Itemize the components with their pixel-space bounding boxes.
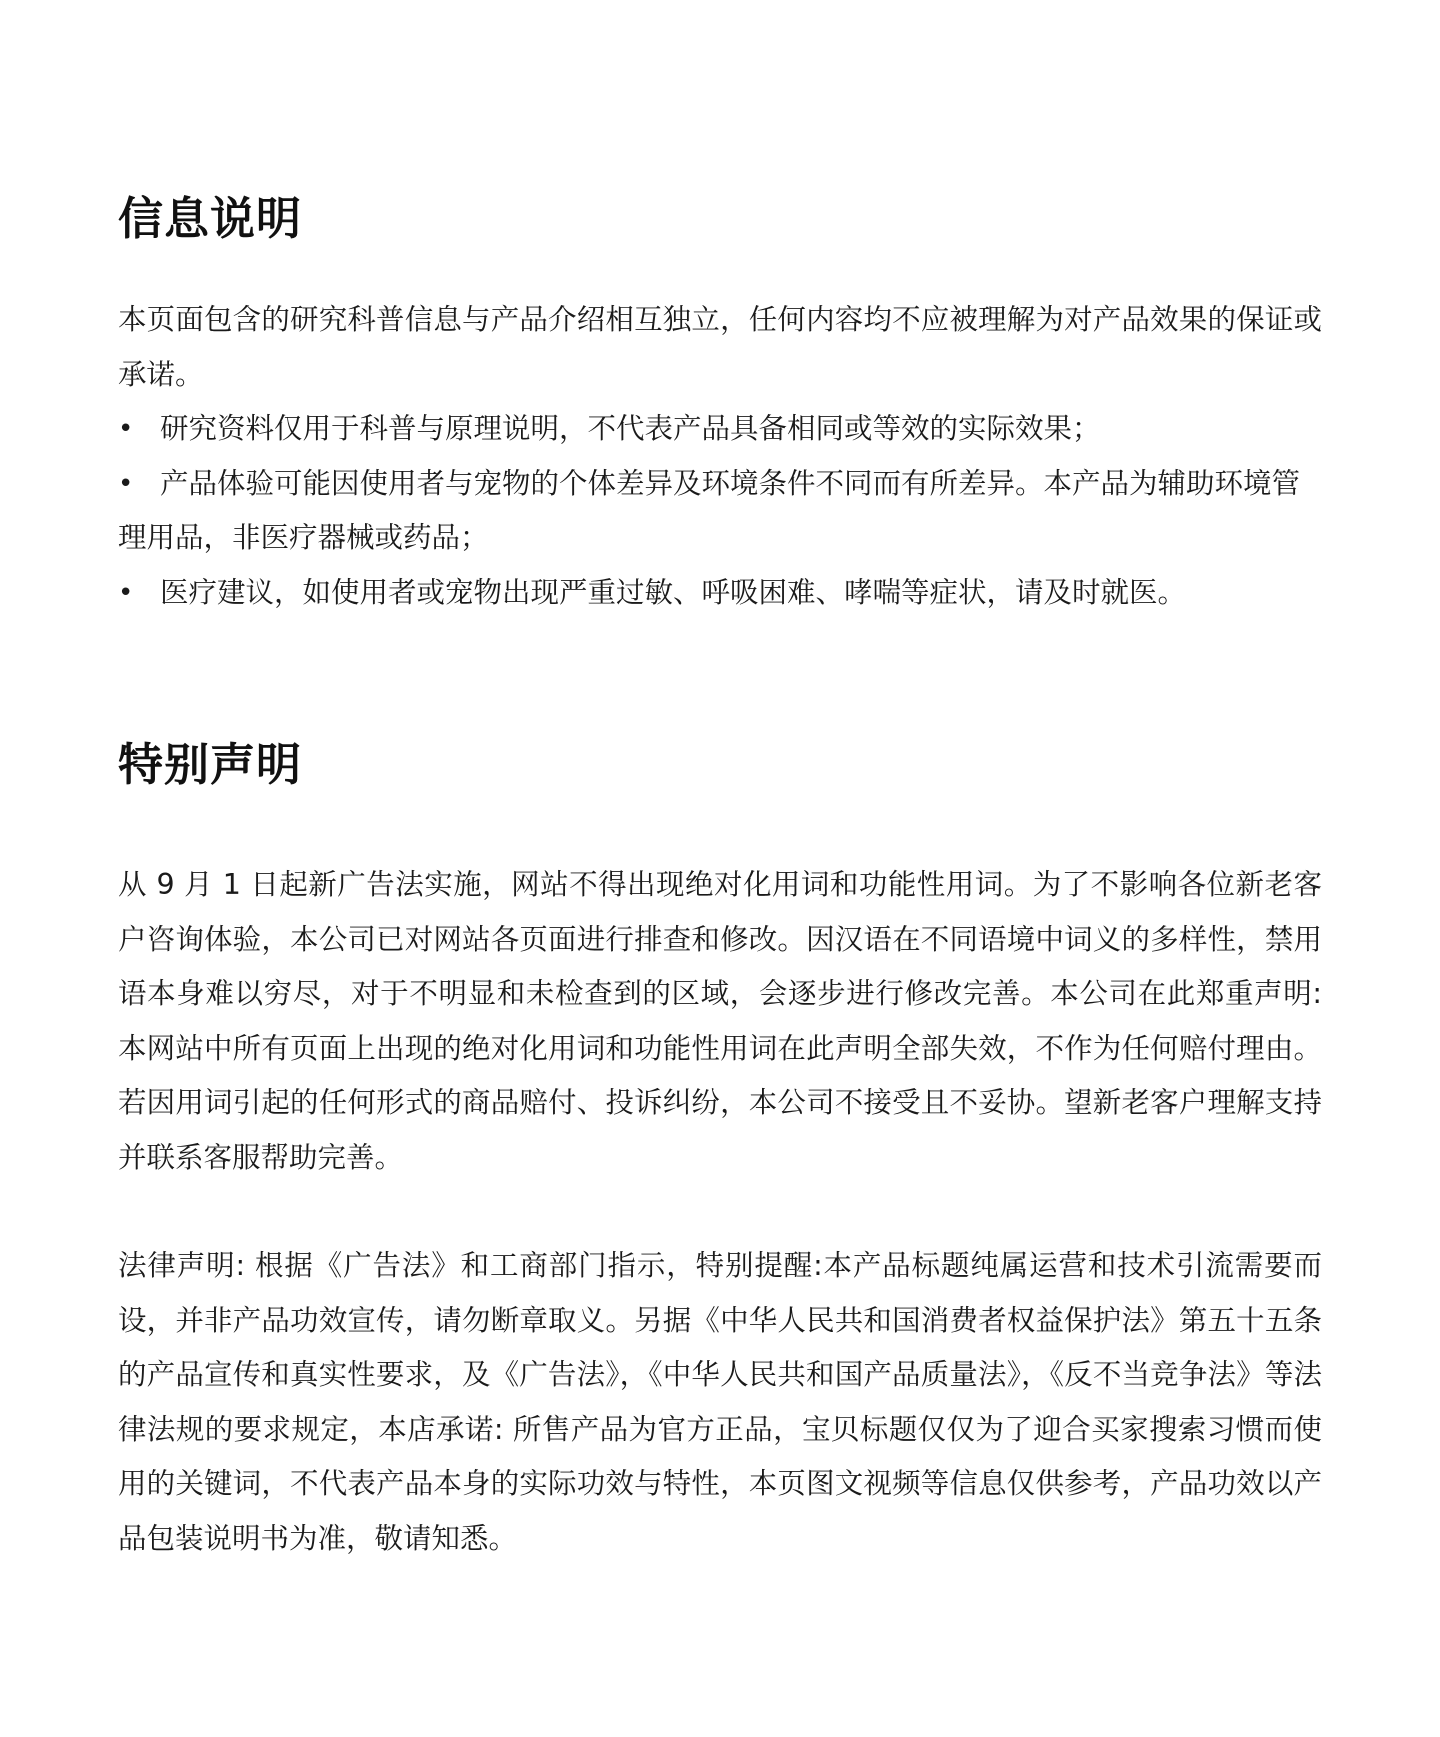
list-item bbox=[118, 566, 1322, 621]
info-intro-paragraph: 本页面包含的研究科普信息与产品介绍相互独立，任何内容均不应被理解为对产品效果的保证或承诺。 bbox=[118, 303, 1322, 391]
bullet-icon: • bbox=[118, 468, 134, 499]
special-section-title: 特别声明 bbox=[118, 738, 303, 791]
info-section-title: 信息说明 bbox=[118, 192, 303, 245]
bullet-text: 产品体验可能因使用者与宠物的个体差异及环境条件不同而有所差异。本产品为辅助环境管理用品，非医疗器械或药品； bbox=[118, 466, 1301, 554]
legal-statement-paragraph: 法律声明: 根据《广告法》和工商部门指示，特别提醒:本产品标题纯属运营和技术引流需要而设，并非产品功效宣传，请勿断章取义。另据《中华人民共和国消费者权益保护法》第五十五条的产品宣传和真实性要求，及《广告法》，《中华人民共和国产品质量法》，《反不当竞争法》等法律法规的要求规定，本店承诺: 所售产品为官方正品，宝贝标题仅仅为了迎合买家搜索习惯而使用的关键词，不代表产品本身的实际功效与特性，本页图文视频等信息仅供参考，产品功效以产品包装说明书为准，敬请知悉。 bbox=[118, 1249, 1322, 1555]
bullet-icon: • bbox=[118, 577, 134, 608]
info-bullet-list bbox=[118, 402, 1322, 620]
bullet-icon: • bbox=[118, 414, 134, 444]
special-statement-paragraph: 从 9 月 1 日起新广告法实施，网站不得出现绝对化用词和功能性用词。为了不影响各位新老客户咨询体验，本公司已对网站各页面进行排查和修改。因汉语在不同语境中词义的多样性，禁用语本身难以穷尽，对于不明显和未检查到的区域，会逐步进行修改完善。本公司在此郑重声明:本网站中所有页面上出现的绝对化用词和功能性用词在此声明全部失效，不作为任何赔付理由。若因用词引起的任何形式的商品赔付、投诉纠纷，本公司不接受且不妥协。望新老客户理解支持并联系客服帮助完善。 bbox=[118, 868, 1322, 1174]
list-item bbox=[118, 457, 1322, 566]
bullet-text: 研究资料仅用于科普与原理说明，不代表产品具备相同或等效的实际效果； bbox=[160, 412, 1101, 445]
list-item bbox=[118, 402, 1322, 457]
bullet-text: 医疗建议，如使用者或宠物出现严重过敏、呼吸困难、哮喘等症状，请及时就医。 bbox=[160, 575, 1187, 609]
